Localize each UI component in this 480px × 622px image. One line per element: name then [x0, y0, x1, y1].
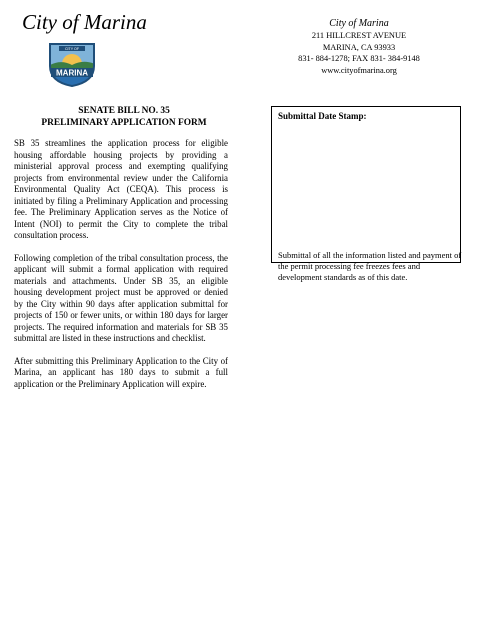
- paragraph-sb35-overview: SB 35 streamlines the application process for eligible housing affordable housing projects by providing a ministerial approval process and exempting qualifying projects from environmental review under the California Environmental Quality Act (CEQA). This process is initiated by filing a Preliminary Application and processing fee. The Preliminary Application serves as the Notice of Intent (NOI) to permit the City to complete the tribal consultation process.: [14, 138, 228, 240]
- form-heading: [14, 105, 234, 129]
- city-seal-logo: [45, 38, 99, 88]
- contact-website: www.cityofmarina.org: [321, 65, 397, 75]
- contact-city-state-zip: MARINA, CA 93933: [322, 42, 396, 52]
- stamp-box-note: Submittal of all the information listed and payment of the permit processing fee freezes fees and development standards as of this date.: [278, 250, 462, 282]
- stamp-box-label: Submittal Date Stamp:: [278, 111, 367, 121]
- form-title-line-2: PRELIMINARY APPLICATION FORM: [41, 118, 207, 128]
- paragraph-tribal-consultation: Following completion of the tribal consultation process, the applicant will submit a formal application with required materials and attachments. Under SB 35, an eligible housing development project must be approved or denied by the City within 90 days after application submittal for projects of 150 or fewer units, or within 180 days for larger projects. The required information and materials for SB 35 submittal are listed in these instructions and checklist.: [14, 252, 228, 343]
- contact-name: City of Marina: [329, 18, 389, 29]
- submittal-date-stamp-box: [271, 106, 462, 282]
- form-title-line-1: SENATE BILL NO. 35: [78, 106, 170, 116]
- contact-address: 211 HILLCREST AVENUE: [311, 31, 407, 40]
- seal-top-text: CITY OF: [64, 47, 80, 52]
- instructions-body: [14, 138, 228, 401]
- city-title: City of Marina: [22, 10, 147, 34]
- paragraph-expiration: After submitting this Preliminary Application to the City of Marina, an applicant has 180 days to submit a full application or the Preliminary Application will expire.: [14, 355, 228, 389]
- contact-block: [259, 17, 459, 76]
- contact-phone-fax: 831- 884-1278; FAX 831- 384-9148: [298, 54, 420, 63]
- seal-name-text: MARINA: [56, 68, 88, 78]
